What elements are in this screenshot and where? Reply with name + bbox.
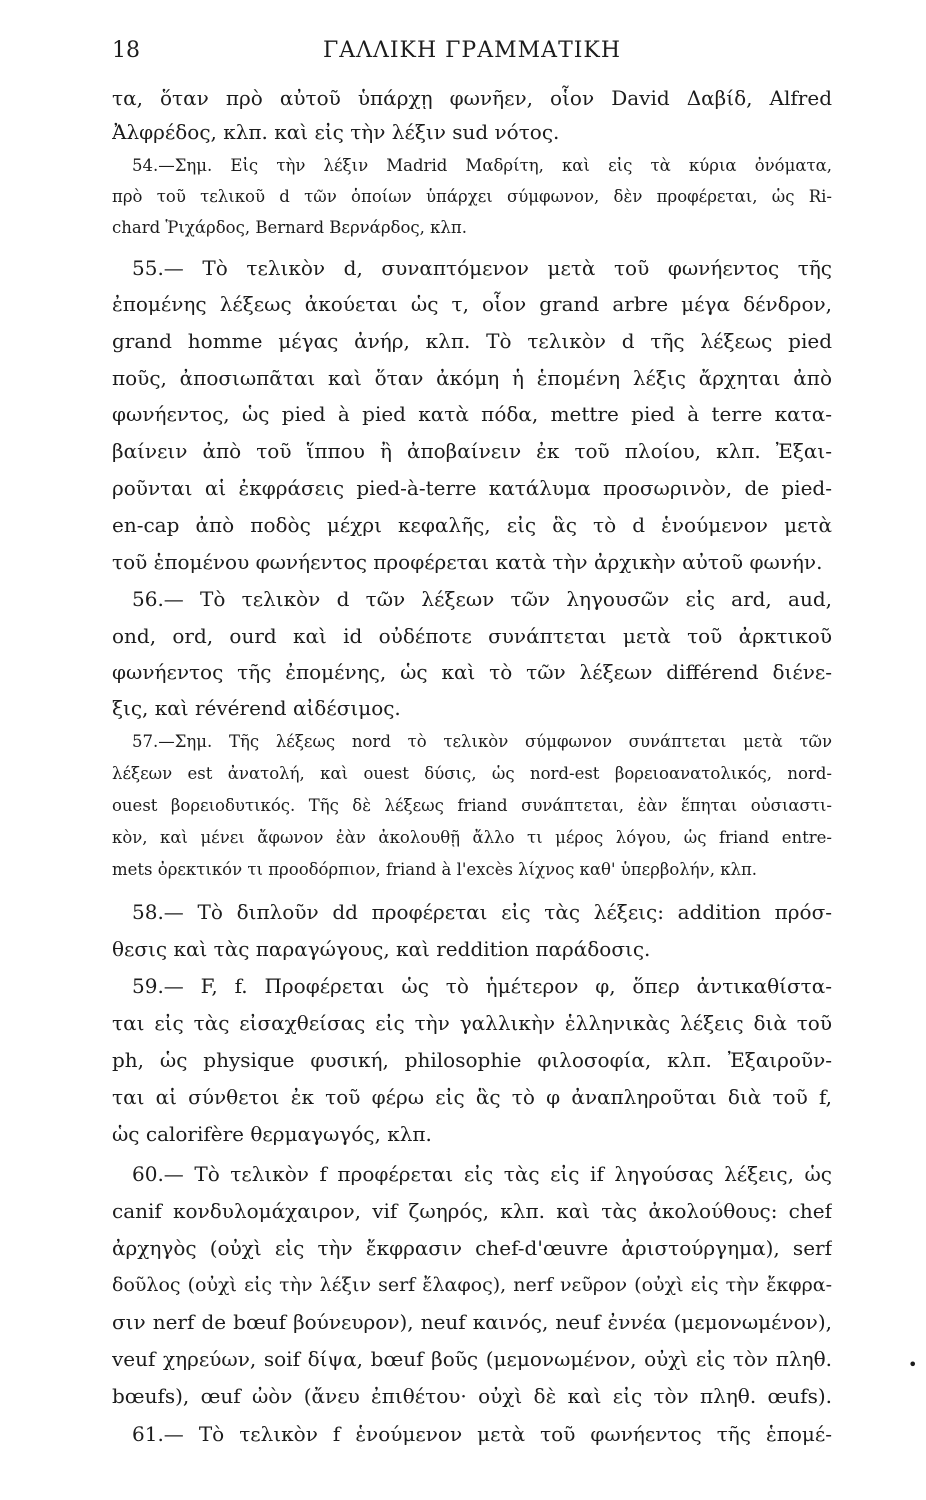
page-number: 18 xyxy=(112,38,140,63)
margin-mark: • xyxy=(908,1355,918,1374)
text-line: βαίνειν ἀπὸ τοῦ ἵππου ἢ ἀποβαίνειν ἐκ τοῦ πλοίου, κλπ. Ἐξαι- xyxy=(112,439,832,463)
text-line: ποῦς, ἀποσιωπᾶται καὶ ὅταν ἀκόμη ἡ ἑπομένη λέξις ἄρχηται ἀπὸ xyxy=(112,366,832,390)
text-line: φωνήεντος τῆς ἐπομένης, ὡς καὶ τὸ τῶν λέξεων différend διένε- xyxy=(112,660,832,684)
text-line: λέξεων est ἀνατολή, καὶ ouest δύσις, ὡς nord-est βορειοανατολικός, nord- xyxy=(112,764,832,783)
text-line: grand homme μέγας ἀνήρ, κλπ. Τὸ τελικὸν d τῆς λέξεως pied xyxy=(112,329,832,353)
text-line: bœufs), œuf ὠὸν (ἄνευ ἐπιθέτου· οὐχὶ δὲ καὶ εἰς τὸν πληθ. œufs). xyxy=(112,1384,832,1408)
text-line: ἐπομένης λέξεως ἀκούεται ὡς τ, οἷον grand arbre μέγα δένδρον, xyxy=(112,292,832,316)
text-line: chard Ῥιχάρδος, Bernard Βερνάρδος, κλπ. xyxy=(112,218,467,237)
text-line: 59.— F, f. Προφέρεται ὡς τὸ ἡμέτερον φ, ὅπερ ἀντικαθίστα- xyxy=(132,974,832,998)
text-line: ροῦνται αἱ ἐκφράσεις pied-à-terre κατάλυμα προσωρινὸν, de pied- xyxy=(112,476,832,500)
text-line: en-cap ἀπὸ ποδὸς μέχρι κεφαλῆς, εἰς ἃς τὸ d ἑνούμενον μετὰ xyxy=(112,513,832,537)
text-line: Ἀλφρέδος, κλπ. καὶ εἰς τὴν λέξιν sud νότος. xyxy=(112,120,560,144)
text-line: ouest βορειοδυτικός. Τῆς δὲ λέξεως friand συνάπτεται, ἐὰν ἕπηται οὐσιαστι- xyxy=(112,796,832,815)
text-line: 56.— Τὸ τελικὸν d τῶν λέξεων τῶν ληγουσῶν εἰς ard, aud, xyxy=(132,587,832,611)
text-line: veuf χηρεύων, soif δίψα, bœuf βοῦς (μεμονωμένον, οὐχὶ εἰς τὸν πληθ. xyxy=(112,1347,832,1371)
text-line: ται αἱ σύνθετοι ἐκ τοῦ φέρω εἰς ἃς τὸ φ ἀναπληροῦται διὰ τοῦ f, xyxy=(112,1085,832,1109)
text-line: θεσις καὶ τὰς παραγώγους, καὶ reddition παράδοσις. xyxy=(112,937,651,961)
text-line: 58.— Τὸ διπλοῦν dd προφέρεται εἰς τὰς λέξεις: addition πρόσ- xyxy=(132,900,832,924)
text-line: ph, ὡς physique φυσική, philosophie φιλοσοφία, κλπ. Ἐξαιροῦν- xyxy=(112,1048,832,1072)
text-line: mets ὀρεκτικόν τι προοδόρπιον, friand à l'excès λίχνος καθ' ὑπερβολήν, κλπ. xyxy=(112,860,758,879)
text-line: ξις, καὶ révérend αἰδέσιμος. xyxy=(112,696,401,720)
text-line: τοῦ ἑπομένου φωνήεντος προφέρεται κατὰ τὴν ἀρχικὴν αὐτοῦ φωνήν. xyxy=(112,550,823,574)
text-line: 55.— Τὸ τελικὸν d, συναπτόμενον μετὰ τοῦ φωνήεντος τῆς xyxy=(132,256,832,280)
text-line: ἀρχηγὸς (οὐχὶ εἰς τὴν ἔκφρασιν chef-d'œuvre ἀριστούργημα), serf xyxy=(112,1236,832,1260)
running-header xyxy=(112,38,832,68)
text-line: σιν nerf de bœuf βούνευρον), neuf καινός, neuf ἐννέα (μεμονωμένον), xyxy=(112,1310,832,1334)
page-title: ΓΑΛΛΙΚΗ ΓΡΑΜΜΑΤΙΚΗ xyxy=(322,38,622,63)
text-line: 60.— Τὸ τελικὸν f προφέρεται εἰς τὰς εἰς if ληγούσας λέξεις, ὡς xyxy=(132,1162,832,1186)
text-line: 61.— Τὸ τελικὸν f ἑνούμενον μετὰ τοῦ φωνήεντος τῆς ἑπομέ- xyxy=(132,1422,832,1446)
text-line: ται εἰς τὰς εἰσαχθείσας εἰς τὴν γαλλικὴν ἑλληνικὰς λέξεις διὰ τοῦ xyxy=(112,1011,832,1035)
text-line: ond, ord, ourd καὶ id οὐδέποτε συνάπτεται μετὰ τοῦ ἀρκτικοῦ xyxy=(112,624,832,648)
text-line: πρὸ τοῦ τελικοῦ d τῶν ὁποίων ὑπάρχει σύμφωνον, δὲν προφέρεται, ὡς Ri- xyxy=(112,187,832,206)
text-line: κὸν, καὶ μένει ἄφωνον ἐὰν ἀκολουθῇ ἄλλο τι μέρος λόγου, ὡς friand entre- xyxy=(112,828,832,847)
text-line: δοῦλος (οὐχὶ εἰς τὴν λέξιν serf ἔλαφος), nerf νεῦρον (οὐχὶ εἰς τὴν ἔκφρα- xyxy=(112,1274,832,1296)
text-line: 54.—Σημ. Εἰς τὴν λέξιν Madrid Μαδρίτη, καὶ εἰς τὰ κύρια ὀνόματα, xyxy=(132,156,832,175)
text-line: 57.—Σημ. Τῆς λέξεως nord τὸ τελικὸν σύμφωνον συνάπτεται μετὰ τῶν xyxy=(132,732,832,751)
text-line: canif κονδυλομάχαιρον, vif ζωηρός, κλπ. καὶ τὰς ἀκολούθους: chef xyxy=(112,1199,832,1223)
text-line: ὡς calorifère θερμαγωγός, κλπ. xyxy=(112,1122,432,1146)
text-line: τα, ὅταν πρὸ αὐτοῦ ὑπάρχῃ φωνῆεν, οἷον David Δαβίδ, Alfred xyxy=(112,86,832,110)
text-line: φωνήεντος, ὡς pied à pied κατὰ πόδα, mettre pied à terre κατα- xyxy=(112,402,832,426)
